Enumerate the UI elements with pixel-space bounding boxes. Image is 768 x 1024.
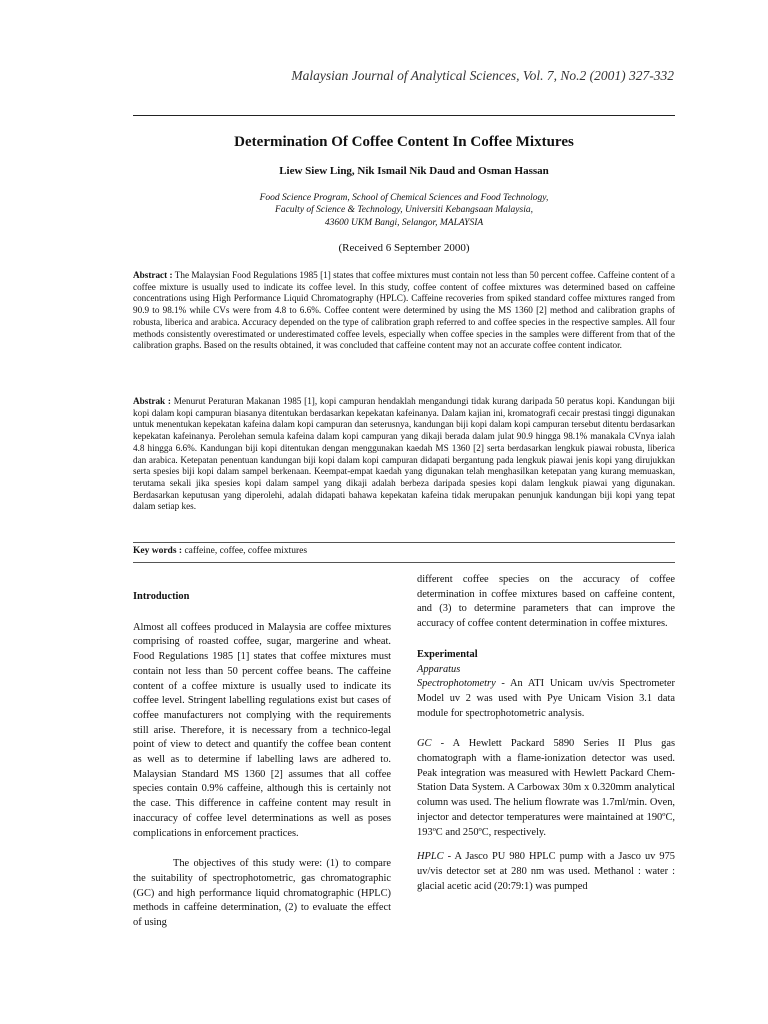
gc-text: - A Hewlett Packard 5890 Series II Plus gas chomatograph with a flame-ionization detector was used. Peak integration was measured with Hewlett Packard Chem-Station Data System. A Carbowax 30m x 0.320mm analytical column was used. The helium flowrate was 1.7ml/min. Oven, injector and detector temperatures were maintained at 190ºC, 193ºC and 250ºC, respectively.	[417, 738, 675, 838]
objectives-paragraph: The objectives of this study were: (1) to compare the suitability of spectrophotometric, gas chromatographic (GC) and high performance liquid chromatographic (HPLC) methods in caffeine determination, (2) to evaluate the effect of using	[133, 858, 391, 929]
gc-paragraph	[417, 737, 675, 840]
hplc-label: HPLC	[417, 851, 444, 863]
spectrophotometry-label: Spectrophotometry	[417, 678, 496, 690]
abstract-english	[133, 270, 675, 352]
journal-citation: Malaysian Journal of Analytical Sciences, Vol. 7, No.2 (2001) 327-332	[291, 68, 674, 83]
hplc-text: - A Jasco PU 980 HPLC pump with a Jasco uv 975 uv/vis detector set at 280 nm was used. Methanol : water : glacial acetic acid (20:79:1) was pumped	[417, 851, 675, 892]
header-rule	[133, 115, 675, 116]
gc-label: GC	[417, 738, 432, 750]
abstrak-label: Abstrak :	[133, 396, 171, 406]
introduction-paragraph: Almost all coffees produced in Malaysia are coffee mixtures comprising of roasted coffee, sugar, margerine and wheat. Food Regulations 1985 [1] states that coffee mixtures must contain not less than 50 percent coffee beans. The caffeine content of a coffee mixture is usually used to indicate its coffee level. Stringent labelling regulations exist but cases of coffee manufacturers not complying with the requirements still arise. Therefore, it is necessary from a technico-legal point of view to detect and quantify the coffee bean content as well as to determine if labelling laws are adhered to. Malaysian Standard MS 1360 [2] assumes that all coffee species contain 0.9% caffeine, although this is certainly not the case. This difference in caffeine content may result in inaccuracy of coffee level determinations as well as poses complications in enforcement practices.	[133, 621, 391, 839]
abstrak-text: Menurut Peraturan Makanan 1985 [1], kopi campuran hendaklah mengandungi tidak kurang daripada 50 peratus kopi. Kandungan biji kopi dalam kopi campuran biasanya ditentukan berdasarkan kepekatan kafeinanya. Dalam kajian ini, kromatografi cecair prestasi tinggi digunakan untuk menentukan kepekatan kafeina dalam kopi campuran dan seterusnya, kandungan biji kopi dalam kopi campuran tersebut ditentu berdasarkan kepekatan kafeinanya. Perolehan semula kafeina dalam kopi campuran yang dikaji berada dalam julat 90.9 hingga 98.1% manakala CVnya ialah 4.8 hingga 6.6%. Kandungan biji kopi ditentukan dengan menggunakan kaedah MS 1360 [2] serta berdasarkan lengkuk piawai robusta, liberica dan arabica. Ketepatan penentuan kandungan biji kopi dalam kopi campuran didapati bergantung pada lengkuk piawai jenis kopi yang dirujukkan serta spesies biji kopi dalam sampel berkenaan. Keempat-empat kaedah yang digunakan telah menghasilkan ketepatan yang kurang memuaskan, terutama sekali jika spesies kopi dalam sampel yang dikaji adalah berbeza daripada spesies kopi dalam lengkuk piawai yang digunakan. Berdasarkan keputusan yang diperolehi, adalah didapati bahawa kepekatan kafeina tidak merupakan penunjuk kandungan biji kopi yang tepat dalam setiap kes.	[133, 396, 675, 512]
received-date: (Received 6 September 2000)	[338, 242, 470, 254]
abstract-label: Abstract :	[133, 270, 173, 280]
abstract-rule	[133, 542, 675, 543]
affiliation-line: Food Science Program, School of Chemical Sciences and Food Technology,	[259, 193, 549, 203]
objectives-paragraph-continued: different coffee species on the accuracy of coffee determination in coffee mixtures based on caffeine content, and (3) to determine parameters that can improve the accuracy of coffee content determination in coffee mixtures.	[417, 574, 675, 630]
affiliation	[0, 192, 768, 229]
apparatus-subheading: Apparatus	[417, 663, 461, 675]
affiliation-line: 43600 UKM Bangi, Selangor, MALAYSIA	[324, 217, 484, 228]
spectrophotometry-paragraph	[417, 677, 675, 721]
introduction-heading: Introduction	[133, 591, 190, 602]
hplc-paragraph	[417, 850, 675, 894]
abstract-malay	[133, 396, 675, 513]
paper-title: Determination Of Coffee Content In Coffee Mixtures	[234, 134, 574, 150]
spectrophotometry-text: - An ATI Unicam uv/vis Spectrometer Model uv 2 was used with Pye Unicam Vision 3.1 data module for spectrophotometric analysis.	[417, 678, 675, 719]
affiliation-line: Faculty of Science & Technology, Universiti Kebangsaan Malaysia,	[275, 205, 533, 216]
left-column	[133, 590, 391, 931]
keywords-text: caffeine, coffee, coffee mixtures	[182, 546, 308, 556]
abstract-text: The Malaysian Food Regulations 1985 [1] states that coffee mixtures must contain not less than 50 percent coffee. Caffeine content of a coffee mixture is usually used to indicate its coffee level. In this study, coffee content of coffee mixtures was determined based on caffeine concentrations using High Performance Liquid Chromatography (HPLC). Caffeine recoveries from spiked standard coffee mixtures ranged from 90.9 to 98.1% while CVs were from 4.8 to 6.6%. Coffee content were determined by using the MS 1360 [2] method and calibration graphs of robusta, liberica and arabica. Accuracy depended on the type of calibration graph referred to and coffee species in the respective samples. All four methods consistently overestimated or underestimated coffee levels, especially when coffee species in the samples were different from that of the calibration graphs. Based on the results obtained, it was concluded that caffeine content may not an accurate coffee content indicator.	[133, 270, 675, 351]
keywords	[133, 546, 307, 556]
keywords-label: Key words :	[133, 546, 183, 556]
keywords-rule	[133, 562, 675, 563]
experimental-heading: Experimental	[417, 648, 478, 660]
authors: Liew Siew Ling, Nik Ismail Nik Daud and Osman Hassan	[279, 165, 549, 177]
right-column	[417, 573, 675, 894]
